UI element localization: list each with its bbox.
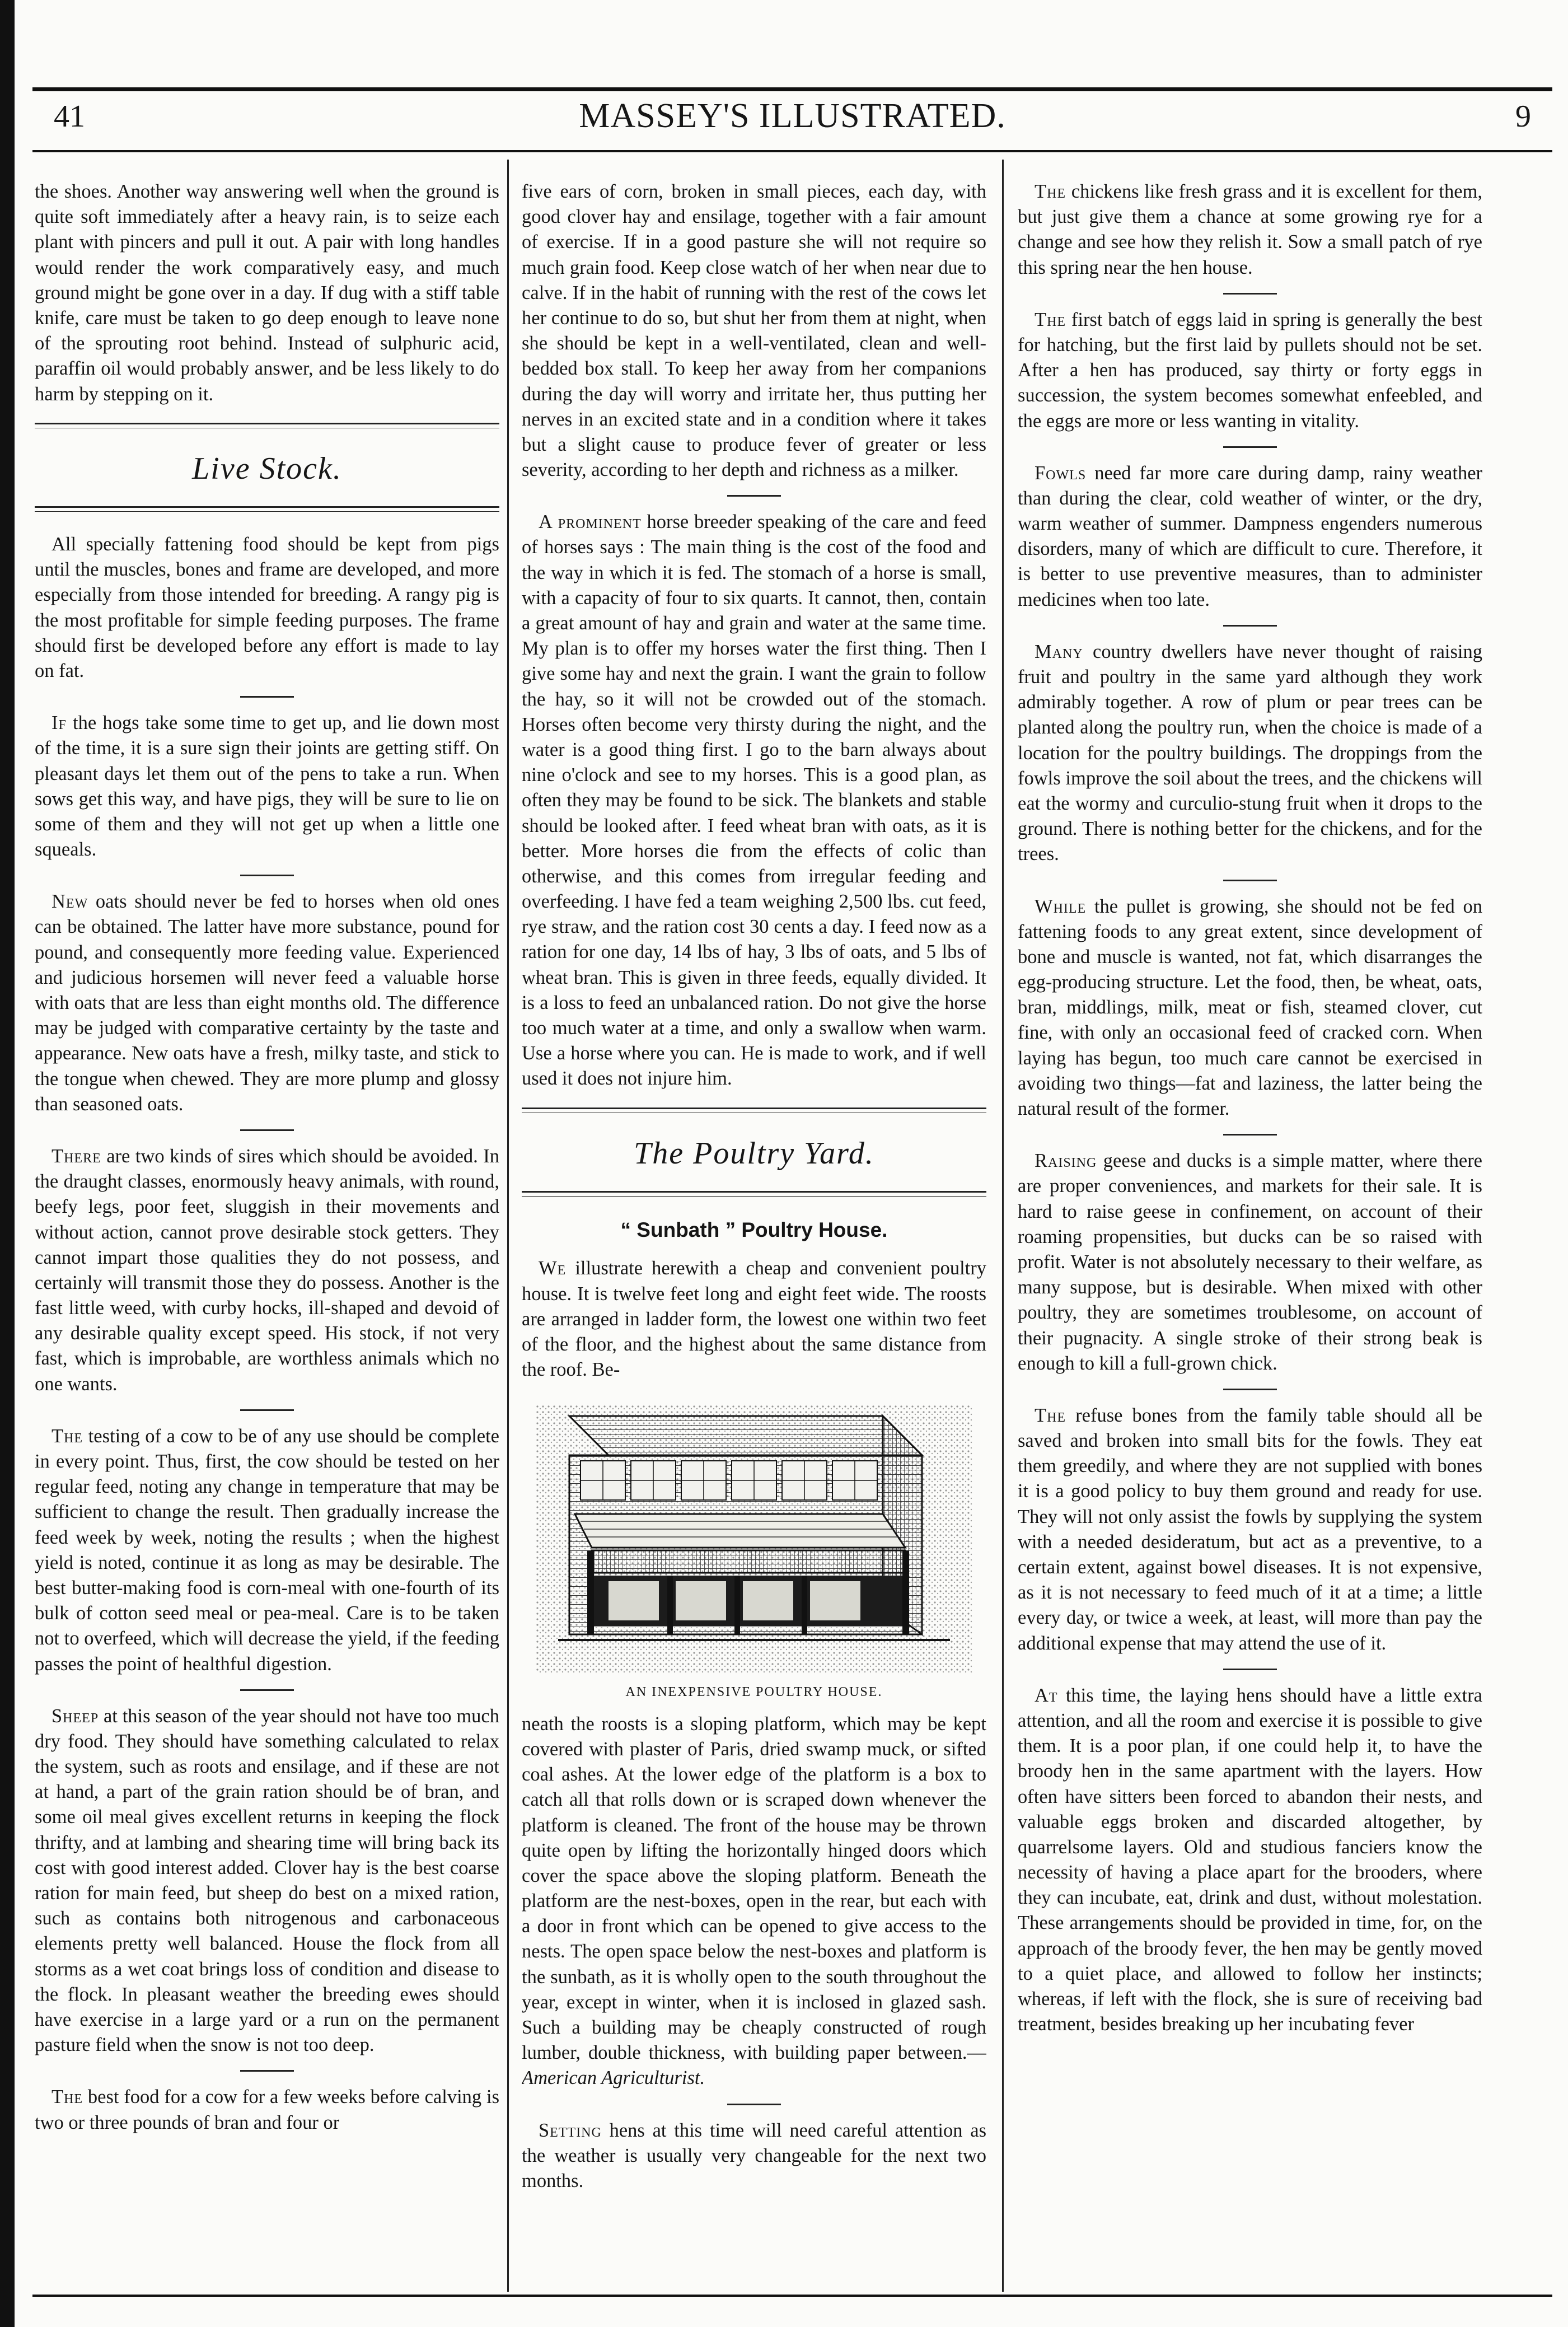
separator	[35, 1677, 499, 1704]
section-rule	[35, 506, 499, 512]
paragraph-body: country dwellers have never thought of raising fruit and poultry in the same yard although they work admirably together. A row of plum or pear trees can be planted along the poultry run, when the choice is made of a location for the poultry buildings. The droppings from the fowls improve the soil about the trees, and the chickens will eat the wormy and curculio-stung fruit when it drops to the ground. There is nothing better for the chickens, and for the trees.	[1018, 641, 1482, 865]
section-title-poultry-yard: The Poultry Yard.	[634, 1136, 874, 1171]
paragraph-body: geese and ducks is a simple matter, where there are proper conveniences, and markets for their sale. It is hard to raise geese in confinement, on account of their roaming propensities, but ducks can be so raised with profit. Water is not absolutely necessary to their welfare, as many suppose, but is desirable. When mixed with other poultry, they are sometimes troublesome, on account of their pugnacity. A single stroke of their strong beak is enough to kill a full-grown chick.	[1018, 1150, 1482, 1374]
paragraph-body: horse breeder speaking of the care and feed of horses says : The main thing is the cost of the food and the way in which it is fed. The stomach of a horse is small, with a capacity of four to six quarts. It cannot, then, contain a great amount of hay and grain and water at the same time. My plan is to offer my horses water the first thing. Then I give some hay and next the grain. I want the grain to follow the hay, so it will not be crowded out of the stomach. Horses often become very thirsty during the night, and the water is a good thing first. I go to the barn always about nine o'clock and see to my horses. This is a good plan, as often they may be found to be sick. The blankets and stable should be looked after. I feed wheat bran with oats, as it is better. More horses die from the effects of colic than otherwise, and this comes from irregular feeding and overfeeding. I have fed a team weighing 2,500 lbs. cut feed, rye straw, and the ration cost 30 cents a day. I feed now as a ration for one day, 14 lbs of hay, 3 lbs of oats, and 5 lbs of wheat bran. This is given in three feeds, equally divided. It is a loss to feed an unbalanced ration. Do not give the horse too much water at a time, and only a swallow when warm. Use a horse where you can. He is made to work, and if well used it does not injure him.	[522, 511, 986, 1090]
page-binding-edge	[0, 0, 15, 2327]
separator	[522, 483, 986, 510]
section-rule	[522, 1191, 986, 1197]
paragraph-lead: The	[1035, 1404, 1066, 1426]
separator	[522, 2091, 986, 2118]
paragraph-lead: A prominent	[539, 511, 642, 533]
paragraph-fattening-pigs: All specially fattening food should be kept from pigs until the muscles, bones and frame are developed, and more especially from those intended for breeding. A rangy pig is the most profitable for simple feeding purposes. The frame should first be developed before any effort is made to lay on fat.	[35, 534, 499, 681]
paragraph-body: best food for a cow for a few weeks before calving is two or three pounds of bran and four or	[35, 2086, 499, 2133]
figure-caption: AN INEXPENSIVE POULTRY HOUSE.	[625, 1685, 883, 1700]
paragraph-weeds-continued: the shoes. Another way answering well when the ground is quite soft immediately after a heavy rain, is to seize each plant with pincers and pull it out. A pair with long handles would render the work comparatively easy, and much ground might be gone over in a day. If dug with a stiff table knife, care must be taken to go deep enough to leave none of the sprouting root behind. Instead of sulphuric acid, paraffin oil would probably answer, and be less likely to do harm by stepping on it.	[35, 181, 499, 405]
page-header	[39, 96, 1546, 140]
section-title-live-stock: Live Stock.	[192, 451, 342, 486]
paragraph-body: the hogs take some time to get up, and lie down most of the time, it is a sure sign their joints are getting stiff. On pleasant days let them out of the pens to take a run. When sows get this way, and have pigs, they will be sure to lie on some of them and they will not get up when a little one squeals.	[35, 712, 499, 861]
paragraph-lead: The	[1035, 309, 1066, 330]
article-title-sunbath: “ Sunbath ” Poultry House.	[620, 1218, 888, 1241]
paragraph-poultry-house-detail	[522, 1712, 986, 2091]
paragraph-fresh-grass	[1018, 179, 1482, 281]
paragraph-body: first batch of eggs laid in spring is generally the best for hatching, but the first laid by pullets should not be set. After a hen has produced, say thirty or forty eggs in succession, the system becomes somewhat enfeebled, and the eggs are more or less wanting in vitality.	[1018, 309, 1482, 432]
paragraph-fowls-damp	[1018, 461, 1482, 613]
paragraph-body: need far more care during damp, rainy weather than during the clear, cold weather of winter, or the dry, warm weather of summer. Dampness engenders numerous disorders, many of which are difficult to cure. Therefore, it is better to use preventive measures, than to administer medicines when too late.	[1018, 462, 1482, 610]
paragraph-sheep	[35, 1704, 499, 2058]
figure-poultry-house	[522, 1394, 986, 1701]
masthead-title: MASSEY'S ILLUSTRATED.	[579, 97, 1006, 135]
paragraph-horse-breeder	[522, 510, 986, 1091]
paragraph-lead: If	[52, 712, 67, 734]
header-rule-top	[32, 87, 1552, 91]
paragraph-calving-continued: five ears of corn, broken in small pieces, each day, with good clover hay and ensilage, together with a fair amount of exercise. If in a good pasture she will not require so much grain food. Keep close watch of her when near due to calve. If in the habit of running with the rest of the cows let her continue to do so, but shut her from them at night, when she should be kept in a well-ventilated, clean and well-bedded box stall. To keep her away from her companions during the day will worry and irritate her, thus putting her nerves in an excited state and in a condition where it takes but a slight cause to produce fever of greater or less severity, according to her depth and richness as a milker.	[522, 181, 986, 481]
paragraph-lead: Setting	[539, 2119, 602, 2141]
header-rule-bottom	[32, 150, 1552, 152]
paragraph-body: oats should never be fed to horses when old ones can be obtained. The latter have more substance, pound for pound, and consequently more feeding value. Experienced and judicious horsemen will never feed a valuable horse with oats that are less than eight months old. The difference may be judged with comparative certainty by the taste and appearance. New oats have a fresh, milky taste, and stick to the tongue when chewed. They are more plump and glossy than seasoned oats.	[35, 891, 499, 1115]
paragraph-sires	[35, 1144, 499, 1397]
separator	[35, 1117, 499, 1144]
paragraph-body: are two kinds of sires which should be avoided. In the draught classes, enormously heavy animals, with round, beefy legs, poor feet, sluggish in their movements and without action, cannot prove desirable stock getters. They cannot impart those qualities they do not possess, and certainly will transmit those they do possess. Another is the fast little weed, with curby hocks, ill-shaped and devoid of any desirable quality except speed. His stock, if not very fast, which is improbable, are worthless animals which no one wants.	[35, 1145, 499, 1395]
separator	[1018, 867, 1482, 894]
paragraph-lead: Many	[1035, 641, 1083, 662]
paragraph-body: chickens like fresh grass and it is excellent for them, but just give them a chance at some growing rye for a change and see how they relish it. Sow a small patch of rye this spring near the hen house.	[1018, 181, 1482, 278]
column-divider-1	[507, 160, 509, 2292]
paragraph-setting-hens	[522, 2118, 986, 2194]
separator	[1018, 1656, 1482, 1683]
paragraph-laying-hens	[1018, 1683, 1482, 2038]
paragraph-first-eggs	[1018, 307, 1482, 434]
paragraph-geese-ducks	[1018, 1148, 1482, 1376]
paragraph-new-oats	[35, 889, 499, 1117]
column-3	[1018, 179, 1482, 2293]
separator	[1018, 1376, 1482, 1403]
paragraph-lead: Fowls	[1035, 462, 1087, 484]
paragraph-body: at this season of the year should not have too much dry food. They should have something calculated to relax the system, such as roots and ensilage, and if these are not at hand, a part of the grain ration should be of bran, and some oil meal gives excellent returns in keeping the flock thrifty, and at lambing and shearing time will bring back its cost with good interest added. Clover hay is the best coarse ration for main feed, but sheep do best on a mixed ration, such as contains both nitrogenous and carbonaceous elements pretty well balanced. House the flock from all storms as a wet coat brings loss of condition and disease to the flock. In pleasant weather the breeding ewes should have exercise in a large yard or a run on the permanent pasture field when the snow is not too deep.	[35, 1705, 499, 2056]
paragraph-body: testing of a cow to be of any use should be complete in every point. Thus, first, the cow should be tested on her regular feed, noting any change in temperature that may be sufficient to change the result. Then gradually increase the feed week by week, noting the results ; when the highest yield is noted, continue it as long as may be desirable. The best butter-making food is corn-meal with one-fourth of its bulk of cotton seed meal or pea-meal. Care is to be taken not to overfeed, which will decrease the yield, if the feeding passes the point of healthful digestion.	[35, 1425, 499, 1675]
paragraph-fruit-and-poultry	[1018, 639, 1482, 867]
column-2	[522, 179, 986, 2293]
paragraph-pullet-growing	[1018, 894, 1482, 1122]
paragraph-hogs	[35, 711, 499, 862]
paragraph-body: refuse bones from the family table should all be saved and broken into small bits for the fowls. They eat them greedily, and where they are not supplied with bones it is a good policy to buy them ground and ready for use. They will not only assist the fowls by supplying the system with a needed desideratum, but act as a preventive, to a certain extent, against bowel diseases. It is not expensive, as it is not necessary to feed much of it at a time; a little every day, or twice a week, at least, will more than pay the additional expense that may attend the use of it.	[1018, 1404, 1482, 1654]
column-1	[35, 179, 499, 2293]
paragraph-lead: Raising	[1035, 1150, 1097, 1172]
separator	[35, 1397, 499, 1424]
separator	[35, 684, 499, 711]
paragraph-lead: While	[1035, 895, 1087, 917]
page-number-left: 41	[54, 99, 85, 134]
paragraph-lead: At	[1035, 1684, 1058, 1706]
paragraph-lead: Sheep	[52, 1705, 99, 1727]
paragraph-lead: We	[539, 1258, 567, 1279]
section-rule	[522, 1108, 986, 1113]
page-number-right: 9	[1515, 99, 1531, 134]
separator	[35, 2058, 499, 2085]
separator	[35, 862, 499, 889]
paragraph-lead: The	[52, 1425, 83, 1447]
poultry-house-illustration	[536, 1394, 972, 1674]
paragraph-body: this time, the laying hens should have a little extra attention, and all the room and exercise it is possible to give them. It is a poor plan, if one could help it, to have the broody hen in the same apartment with the layers. How often have sitters been forced to abandon their nests, and valuable eggs broken and discarded altogether, by quarrelsome layers. Old and studious fanciers know the necessity of having a place apart for the brooders, where they can incubate, eat, drink and dust, without molestation. These arrangements should be provided in time, for, on the approach of the broody fever, the hen may be gently moved to a quiet place, and allowed to follow her instincts; whereas, if left with the flock, she is sure of receiving bad treatment, besides breaking up her incubating fever	[1018, 1684, 1482, 2035]
separator	[1018, 281, 1482, 307]
paragraph-body: the pullet is growing, she should not be fed on fattening foods to any great extent, since development of bone and muscle is wanted, not fat, which disarranges the egg-producing structure. Let the food, then, be wheat, oats, bran, middlings, milk, meat or fish, steamed clover, cut fine, with only an occasional feed of cracked corn. When laying has begun, too much care cannot be exercised in avoiding two things—fat and laziness, the latter being the natural result of the former.	[1018, 895, 1482, 1119]
separator	[1018, 613, 1482, 639]
paragraph-lead: New	[52, 891, 88, 913]
paragraph-lead: The	[52, 2086, 83, 2108]
paragraph-refuse-bones	[1018, 1403, 1482, 1656]
paragraph-lead: The	[1035, 181, 1066, 202]
paragraph-body: illustrate herewith a cheap and convenient poultry house. It is twelve feet long and eight feet wide. The roosts are arranged in ladder form, the lowest one within two feet of the floor, and the highest about the same distance from the roof. Be-	[522, 1258, 986, 1381]
paragraph-poultry-house-intro	[522, 1256, 986, 1382]
separator	[1018, 434, 1482, 461]
paragraph-body: hens at this time will need careful attention as the weather is usually very changeable for the next two months.	[522, 2119, 986, 2192]
paragraph-cow-testing	[35, 1424, 499, 1677]
separator	[1018, 1122, 1482, 1148]
footer-rule	[32, 2295, 1552, 2297]
paragraph-lead: There	[52, 1145, 101, 1167]
column-divider-2	[1002, 160, 1004, 2292]
paragraph-body: neath the roosts is a sloping platform, which may be kept covered with plaster of Paris, dried swamp muck, or sifted coal ashes. At the lower edge of the platform is a box to catch all that rolls down or is scraped down whenever the platform is cleaned. The front of the house may be thrown quite open by lifting the horizontally hinged doors which cover the space above the sloping platform. Beneath the platform are the nest-boxes, open in the rear, but each with a door in front which can be opened to give access to the nests. The open space below the nest-boxes and platform is the sunbath, as it is wholly open to the south throughout the year, except in winter, when it is inclosed in glazed sash. Such a building may be cheaply constructed of rough lumber, double thickness, with building paper between.—	[522, 1713, 986, 2064]
source-credit: American Agriculturist.	[522, 2067, 705, 2089]
section-rule	[35, 423, 499, 428]
paragraph-cow-food	[35, 2085, 499, 2135]
